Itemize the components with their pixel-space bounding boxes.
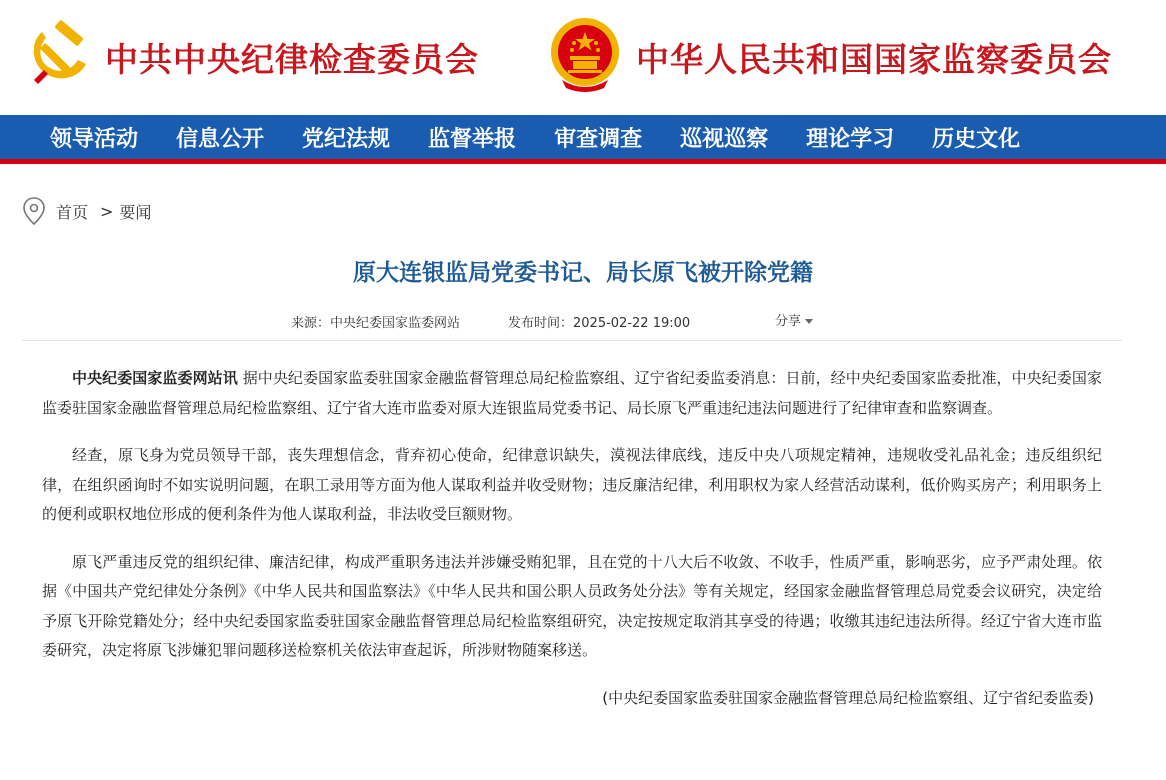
nav-red-stripe [0,159,1166,164]
chevron-down-icon [805,319,813,324]
nav-item-history[interactable]: 历史文化 [932,125,1021,152]
national-supervisory-commission-title[interactable]: 中华人民共和国国家监察委员会 [636,40,1112,79]
nav-item-regulations[interactable]: 党纪法规 [302,125,391,152]
breadcrumb [22,196,151,226]
article-paragraph: 经查，原飞身为党员领导干部，丧失理想信念，背弃初心使命，纪律意识缺失，漠视法律底线，违反中央八项规定精神，违规收受礼品礼金；违反组织纪律，在组织函询时不如实说明问题，在职工录用等方面为他人谋取利益并收受财物；违反廉洁纪律，利用职权为家人经营活动谋利，低价购买房产；利用职务上的便利或职权地位形成的便利条件为他人谋取利益，非法收受巨额财物。 [42,446,1102,523]
national-emblem-icon[interactable] [548,14,622,94]
share-label: 分享 [775,314,802,329]
site-header [0,0,1166,115]
article-lead: 中央纪委国家监委网站讯 [72,369,238,387]
nav-item-reporting[interactable]: 监督举报 [428,125,517,152]
cpc-commission-title[interactable]: 中共中央纪律检查委员会 [105,40,479,79]
nav-item-disclosure[interactable]: 信息公开 [176,125,265,152]
article-source-note: (中央纪委国家监委驻国家金融监督管理总局纪检监察组、辽宁省纪委监委) [602,688,1094,707]
location-pin-icon [22,196,46,226]
nav-item-inspection[interactable]: 巡视巡察 [680,125,769,152]
source-value: 中央纪委国家监委网站 [330,316,461,331]
breadcrumb-current-link[interactable]: 要闻 [119,202,152,222]
article-title: 原大连银监局党委书记、局长原飞被开除党籍 [353,260,813,286]
nav-item-investigation[interactable]: 审查调查 [554,125,643,152]
share-button[interactable] [775,310,813,329]
article-time [508,312,690,331]
article-paragraph: 原飞严重违反党的组织纪律、廉洁纪律，构成严重职务违法并涉嫌受贿犯罪，且在党的十八大后不收敛、不收手，性质严重，影响恶劣，应予严肃处理。依据《中国共产党纪律处分条例》《中华人民共和国监察法》《中华人民共和国公职人员政务处分法》等有关规定，经国家金融监督管理总局党委会议研究，决定给予原飞开除党籍处分；经中央纪委国家监委驻国家金融监督管理总局纪检监察组研究，决定按规定取消其享受的待遇；收缴其违纪违法所得。经辽宁省大连市监委研究，决定将原飞涉嫌犯罪问题移送检察机关依法审查起诉，所涉财物随案移送。 [42,552,1102,659]
time-label: 发布时间： [508,316,574,331]
paragraph-1-text: 据中央纪委国家监委驻国家金融监督管理总局纪检监察组、辽宁省纪委监委消息：日前，经中央纪委国家监委批准，中央纪委国家监委驻国家金融监督管理总局纪检监察组、辽宁省大连市监委对原大连银监局党委书记、局长原飞严重违纪违法问题进行了纪律审查和监察调查。 [42,369,1102,417]
breadcrumb-home-link[interactable]: 首页 [56,202,89,222]
article-paragraph [42,364,1102,423]
breadcrumb-separator: > [100,201,114,221]
nav-item-leadership[interactable]: 领导活动 [50,125,139,152]
article-body [42,364,1102,731]
meta-divider [22,340,1122,341]
main-nav [0,115,1166,159]
article-source [291,312,460,331]
nav-item-theory[interactable]: 理论学习 [806,125,895,152]
time-value: 2025-02-22 19:00 [573,316,691,331]
source-label: 来源： [291,316,331,331]
party-emblem-icon[interactable] [24,18,94,88]
